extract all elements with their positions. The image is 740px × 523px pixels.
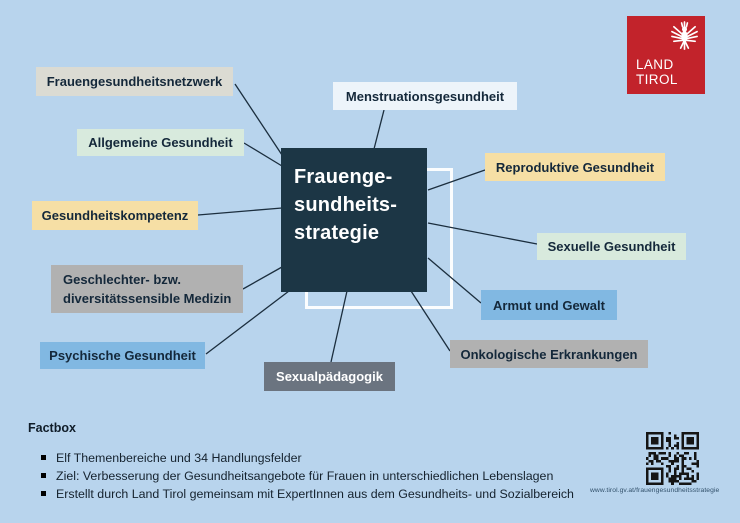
logo-wordmark bbox=[636, 57, 678, 87]
topic-label: Allgemeine Gesundheit bbox=[88, 135, 233, 150]
logo-word-tirol: TIROL bbox=[636, 72, 678, 87]
topic-menstruationsgesundheit bbox=[333, 82, 517, 110]
factbox-list bbox=[40, 449, 574, 504]
topic-gesundheitskompetenz bbox=[32, 201, 198, 230]
central-title-line: sundheits- bbox=[294, 194, 398, 216]
land-tirol-logo bbox=[627, 16, 705, 94]
factbox-item bbox=[40, 449, 574, 467]
topic-label: Frauengesundheitsnetzwerk bbox=[46, 74, 223, 89]
connector-line bbox=[198, 208, 282, 215]
connector-line bbox=[331, 291, 347, 362]
topic-psychische-gesundheit bbox=[40, 342, 205, 369]
connector-line bbox=[428, 223, 537, 244]
central-strategy-box bbox=[281, 148, 427, 292]
topic-onkologische-erkrankungen bbox=[450, 340, 648, 368]
topic-reproduktive-gesundheit bbox=[485, 153, 665, 181]
factbox-item bbox=[40, 485, 574, 503]
topic-label: Psychische Gesundheit bbox=[49, 348, 196, 363]
topic-armut-und-gewalt bbox=[481, 290, 617, 320]
factbox-title: Factbox bbox=[28, 421, 76, 435]
qr-code bbox=[646, 432, 699, 485]
topic-label: Menstruationsgesundheit bbox=[345, 88, 505, 104]
topic-label: Sexualpädagogik bbox=[276, 369, 383, 384]
central-title-line: strategie bbox=[294, 222, 380, 244]
topic-label: diversitätssensible Medizin bbox=[63, 291, 232, 306]
qr-url-label: www.tirol.gv.at/frauengesundheitsstrategie bbox=[590, 487, 720, 494]
connector-line bbox=[411, 291, 450, 351]
connector-line bbox=[428, 170, 485, 190]
topic-label: Sexuelle Gesundheit bbox=[547, 239, 676, 254]
topic-frauengesundheitsnetzwerk bbox=[36, 67, 233, 96]
topic-label: Onkologische Erkrankungen bbox=[460, 346, 638, 362]
topic-label: Armut und Gewalt bbox=[493, 297, 605, 313]
tyrolean-eagle-icon bbox=[669, 20, 700, 51]
topic-sexuelle-gesundheit bbox=[537, 233, 686, 260]
topic-label: Geschlechter- bzw. bbox=[63, 272, 181, 287]
topic-allgemeine-gesundheit bbox=[77, 129, 244, 156]
connector-line bbox=[243, 267, 282, 289]
factbox-item-text: Ziel: Verbesserung der Gesundheitsangebote für Frauen in unterschiedlichen Lebenslagen bbox=[56, 469, 554, 484]
factbox-item bbox=[40, 467, 574, 485]
topic-label: Reproduktive Gesundheit bbox=[495, 159, 655, 175]
connector-line bbox=[428, 258, 481, 303]
topic-diversitaetssensible-medizin bbox=[51, 265, 243, 313]
logo-word-land: LAND bbox=[636, 57, 674, 72]
topic-label: Gesundheitskompetenz bbox=[41, 208, 189, 223]
topic-sexualpaedagogik bbox=[264, 362, 395, 391]
factbox-item-text: Elf Themenbereiche und 34 Handlungsfelder bbox=[56, 451, 302, 465]
central-title-line: Frauenge- bbox=[294, 166, 393, 188]
factbox-item-text: Erstellt durch Land Tirol gemeinsam mit ExpertInnen aus dem Gesundheits- und Sozialbereich bbox=[56, 487, 574, 502]
connector-line bbox=[374, 110, 384, 149]
